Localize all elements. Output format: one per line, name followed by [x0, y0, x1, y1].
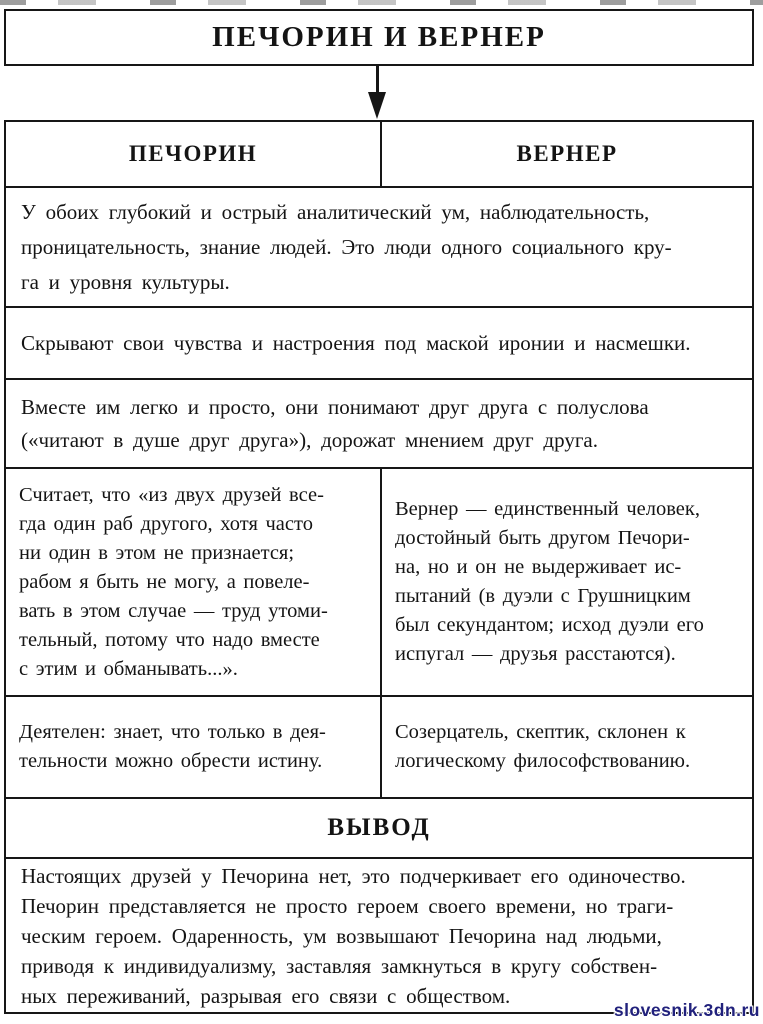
- conclusion-row: [6, 857, 752, 1012]
- verner-cell: [382, 697, 752, 797]
- comparison-table: [4, 120, 754, 1014]
- common-trait-text: Скрывают свои чувства и настроения под маской иронии и насмешки.: [21, 330, 691, 355]
- pechorin-cell: [6, 697, 382, 797]
- watermark: slovesnik.3dn.ru: [613, 1000, 760, 1020]
- verner-cell-text: Вернер — единственный человек, достойный быть другом Печори- на, но и он не выдерживает ис- пытаний (в дуэли с Грушницким был секундантом; исход дуэли его испугал — друзья расстаются).: [395, 498, 704, 665]
- title-box: [4, 9, 754, 66]
- scan-noise-edge: [0, 0, 763, 5]
- common-trait-row: [6, 306, 752, 378]
- pechorin-cell-text: Считает, что «из двух друзей все- гда один раб другого, хотя часто ни один в этом не признается; рабом я быть не могу, а повеле- вать в этом случае — труд утоми- тельный, потому что надо вместе с этим и обманывать...».: [19, 483, 328, 680]
- common-trait-row: [6, 186, 752, 306]
- contrast-row: [6, 467, 752, 695]
- column-header-pechorin: ПЕЧОРИН: [6, 122, 382, 186]
- conclusion-label: ВЫВОД: [327, 814, 431, 841]
- contrast-row: [6, 695, 752, 797]
- verner-cell: [382, 469, 752, 695]
- common-trait-row: [6, 378, 752, 467]
- conclusion-header-row: [6, 797, 752, 857]
- column-header-verner: ВЕРНЕР: [516, 141, 618, 166]
- conclusion-text: Настоящих друзей у Печорина нет, это подчеркивает его одиночество. Печорин представляется не просто героем своего времени, но траги- ческим героем. Одаренность, ум возвышают Печорина над людьми, приводя к индивидуализму, заставляя замкнуться в кругу собствен- ных переживаний, разрывая его связи с обществом.: [21, 863, 686, 1008]
- page-title: ПЕЧОРИН И ВЕРНЕР: [212, 21, 546, 53]
- common-trait-text: У обоих глубокий и острый аналитический ум, наблюдательность, проницательность, знание людей. Это люди одного социального кру- га и уровня культуры.: [21, 199, 672, 294]
- pechorin-cell: [6, 469, 382, 695]
- pechorin-cell-text: Деятелен: знает, что только в дея- тельности можно обрести истину.: [19, 721, 326, 772]
- column-header-row: [6, 122, 752, 186]
- verner-cell-text: Созерцатель, скептик, склонен к логическому философствованию.: [395, 721, 691, 772]
- common-trait-text: Вместе им легко и просто, они понимают друг друга с полуслова («читают в душе друг друга»), дорожат мнением друг друга.: [21, 394, 649, 452]
- down-arrow-icon: [368, 92, 386, 119]
- down-arrow-icon: [376, 66, 379, 94]
